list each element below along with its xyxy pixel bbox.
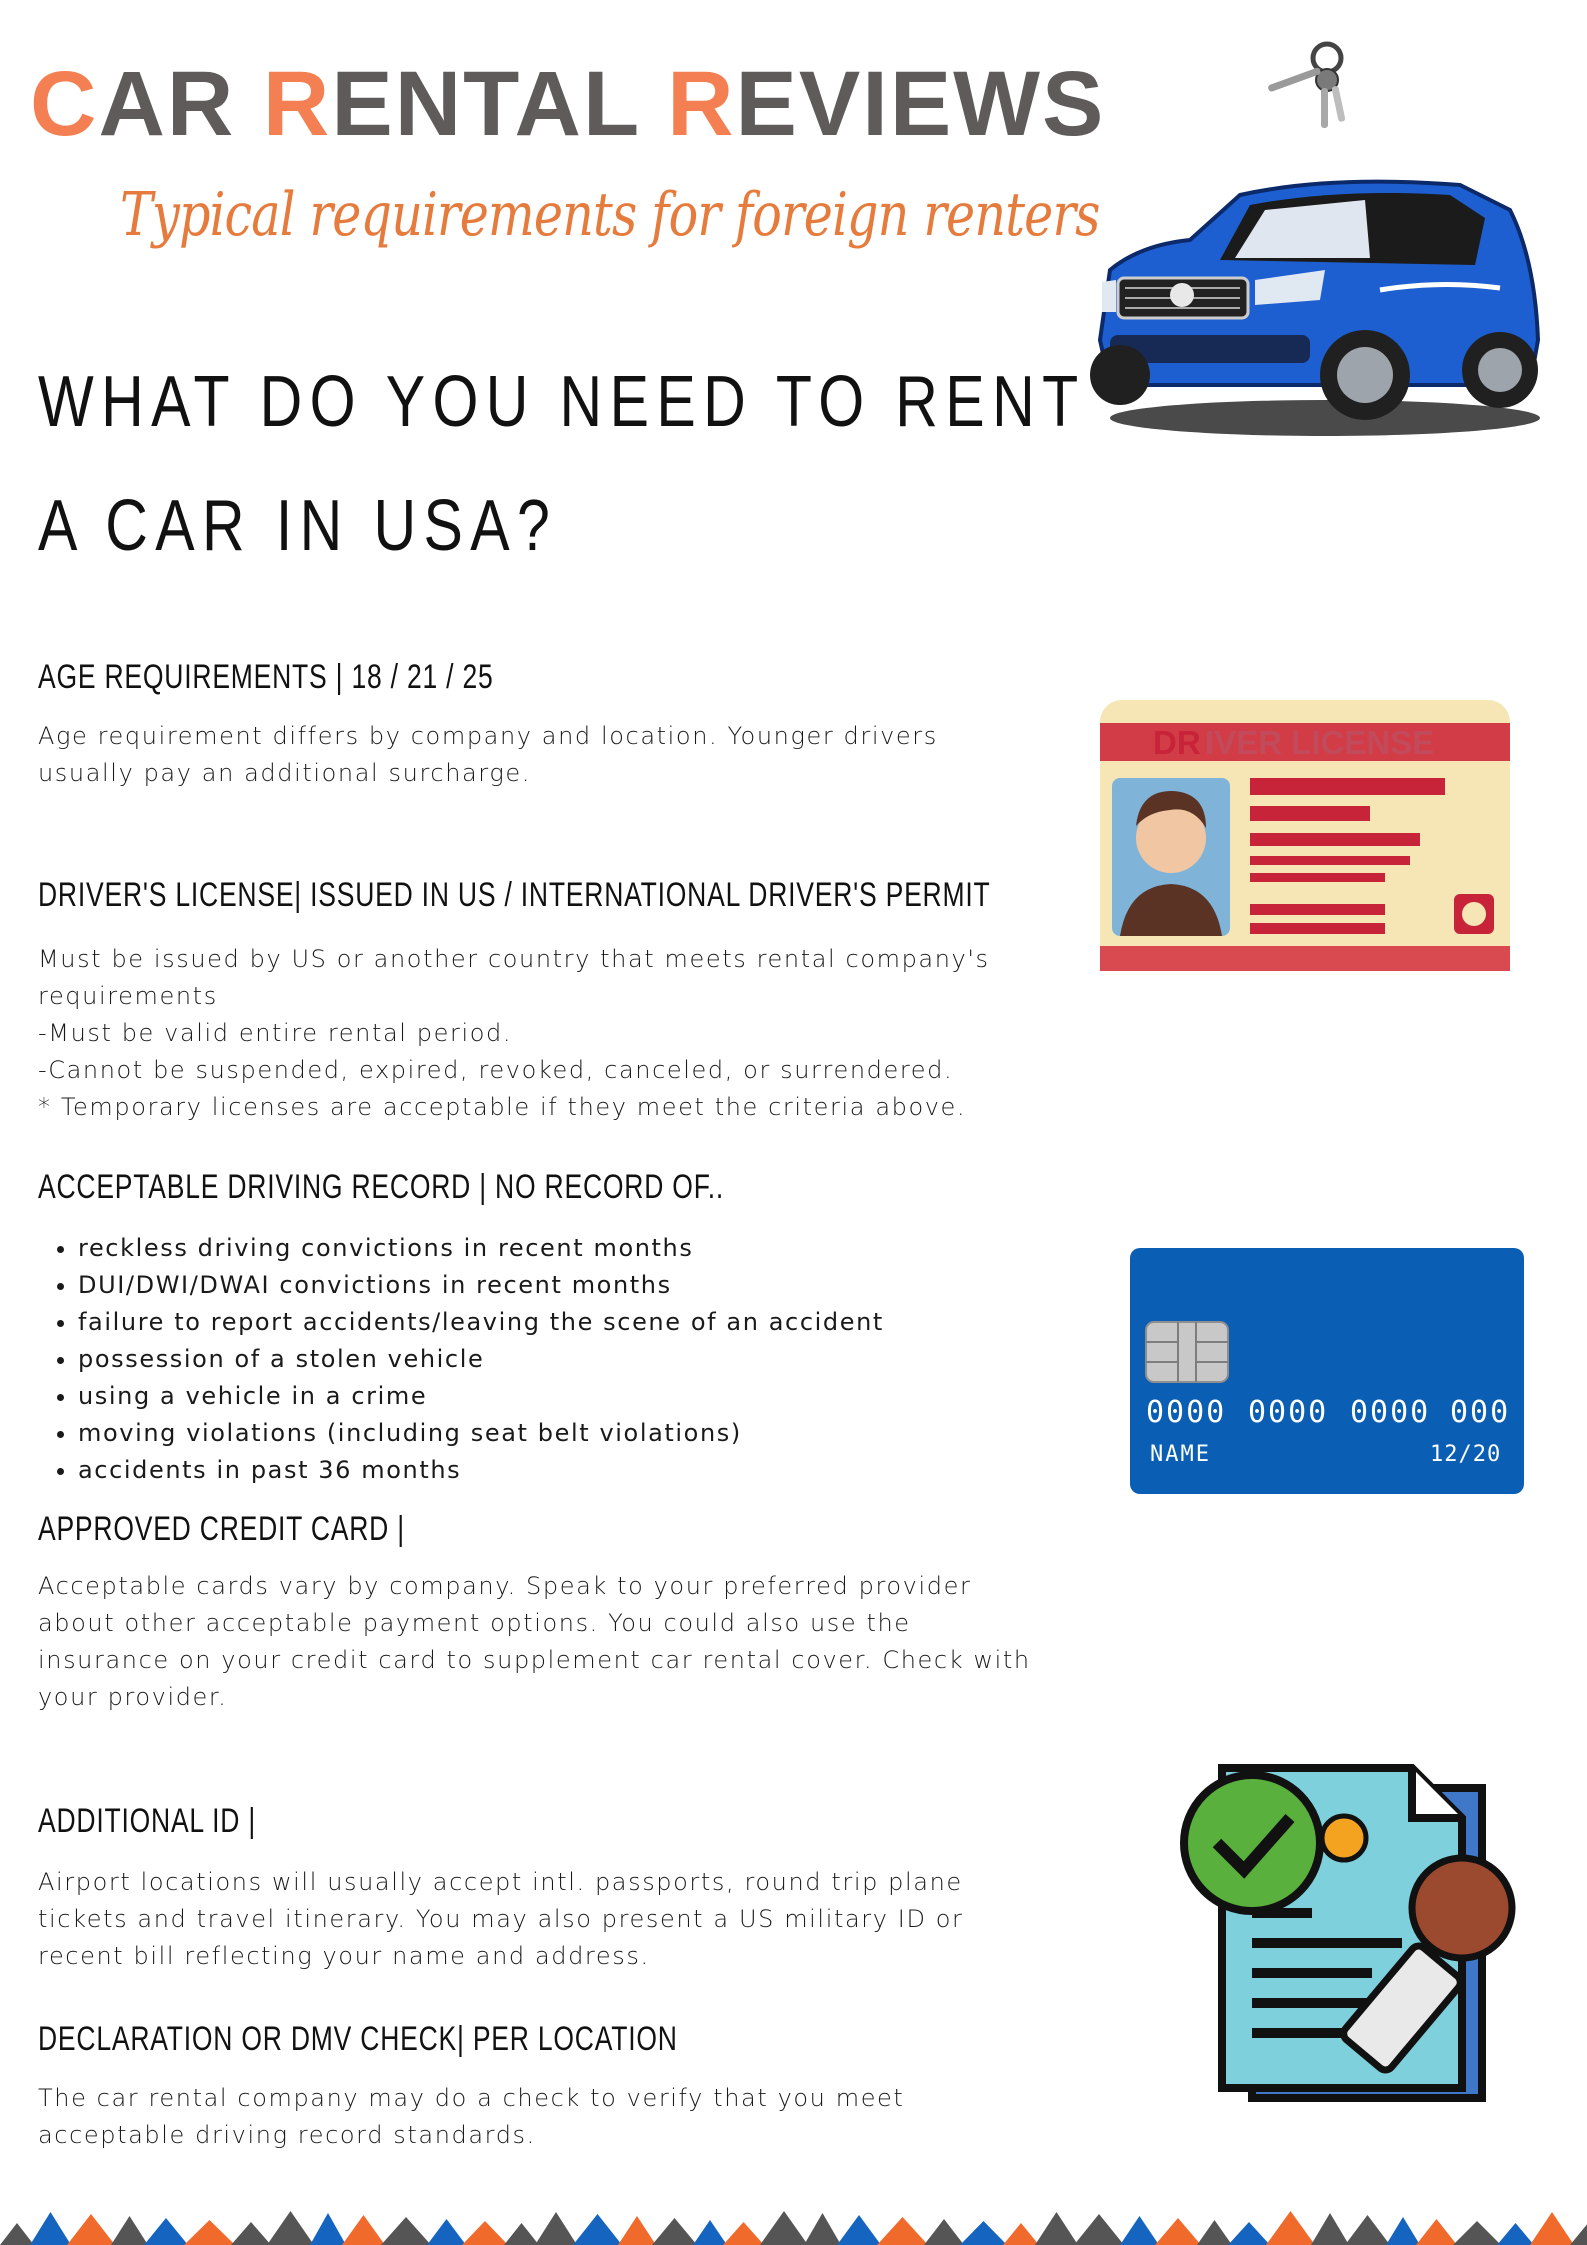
driving-record-heading: ACCEPTABLE DRIVING RECORD | NO RECORD OF.. [38,1168,725,1206]
zigzag-triangle [723,2222,764,2245]
zigzag-triangle [184,2220,235,2245]
zigzag-triangle [960,2221,1007,2245]
zigzag-triangle [111,2216,148,2245]
zigzag-triangle [1345,2215,1390,2245]
list-item: • accidents in past 36 months [78,1452,1078,1489]
keys-icon [1255,36,1365,136]
zigzag-triangle [144,2218,188,2245]
zigzag-triangle [1228,2222,1270,2245]
age-requirements-heading: AGE REQUIREMENTS | 18 / 21 / 25 [38,658,494,696]
license-title-dr: DR [1153,724,1201,761]
logo-letter: R [262,53,332,155]
page-title: WHAT DO YOU NEED TO RENT A CAR IN USA? [38,362,1085,566]
zigzag-triangle [1497,2223,1534,2245]
logo-text: AR [98,53,236,155]
list-item: • moving violations (including seat belt violations) [78,1415,1078,1452]
zigzag-triangle [310,2213,346,2245]
tagline: Typical requirements for foreign renters [120,180,1100,250]
paragraph: Age requirement differs by company and location. Younger drivers usually pay an additional surcharge. [38,722,938,787]
zigzag-triangle [462,2221,508,2245]
age-requirements-text [38,718,1038,792]
paragraph: -Must be valid entire rental period. [38,1019,513,1047]
additional-id-text [38,1864,1038,1975]
zigzag-triangle [1416,2219,1457,2245]
additional-id-heading: ADDITIONAL ID | [38,1802,257,1840]
zigzag-triangle [1453,2221,1501,2245]
zigzag-triangle [1035,2212,1078,2245]
zigzag-triangle [231,2222,271,2245]
credit-card-text [38,1568,1038,1716]
dmv-check-heading: DECLARATION OR DMV CHECK| PER LOCATION [38,2020,678,2058]
logo-letter: C [30,53,99,155]
list-item: • failure to report accidents/leaving the scene of an accident [78,1304,1078,1341]
dmv-check-text [38,2080,1018,2154]
zigzag-triangle [618,2216,656,2245]
zigzag-triangle [1197,2220,1232,2245]
zigzag-triangle [267,2211,314,2245]
driving-record-list [38,1230,1078,1489]
zigzag-triangle [1266,2211,1315,2245]
paragraph: * Temporary licenses are acceptable if they meet the criteria above. [38,1093,967,1121]
list-item: • reckless driving convictions in recent months [78,1230,1078,1267]
paragraph: Airport locations will usually accept intl. passports, round trip plane tickets and travel itinerary. You may also present a US military ID or recent bill reflecting your name and address. [38,1868,964,1970]
credit-card-heading: APPROVED CREDIT CARD | [38,1510,405,1548]
license-title: IVER LICENSE [1205,724,1435,761]
list-item: • possession of a stolen vehicle [78,1341,1078,1378]
card-number-group: 0000 [1350,1395,1431,1430]
zigzag-triangle [342,2215,385,2245]
zigzag-triangle [427,2219,466,2245]
list-item: • using a vehicle in a crime [78,1378,1078,1415]
zigzag-triangle [67,2214,115,2245]
list-item: • DUI/DWI/DWAI convictions in recent months [78,1267,1078,1304]
zigzag-triangle [1311,2213,1349,2245]
zigzag-triangle [381,2217,431,2245]
credit-card-icon [1128,1246,1526,1496]
zigzag-triangle [1530,2212,1574,2245]
paragraph: Must be issued by US or another country that meets rental company's requirements [38,945,990,1010]
zigzag-triangle [1120,2216,1159,2245]
logo-text: ENTAL [331,53,640,155]
zigzag-triangle [0,2223,34,2245]
card-number-group: 0000 [1146,1395,1227,1430]
zigzag-triangle [760,2211,808,2245]
zigzag-triangle [504,2223,539,2245]
zigzag-triangle [1155,2218,1201,2245]
drivers-license-text [38,941,1038,1126]
logo-letter: R [667,53,736,155]
zigzag-triangle [1570,2214,1587,2245]
zigzag-footer [0,2210,1587,2245]
brand-logo [30,53,1106,155]
zigzag-triangle [573,2214,622,2245]
paragraph: The car rental company may do a check to verify that you meet acceptable driving record standards. [38,2084,905,2149]
driver-license-icon [1098,698,1512,973]
zigzag-triangle [877,2217,928,2245]
zigzag-triangle [652,2218,697,2245]
card-name: NAME [1150,1442,1211,1467]
card-number-group: 000 [1450,1395,1511,1430]
zigzag-triangle [30,2212,71,2245]
zigzag-triangle [837,2215,881,2245]
zigzag-triangle [804,2213,841,2245]
car-illustration [1080,170,1550,445]
paragraph: -Cannot be suspended, expired, revoked, canceled, or surrendered. [38,1056,954,1084]
zigzag-triangle [1074,2214,1124,2245]
approved-document-icon [1172,1758,1544,2130]
zigzag-triangle [1003,2223,1039,2245]
zigzag-triangle [924,2219,964,2245]
zigzag-triangle [535,2212,577,2245]
paragraph: Acceptable cards vary by company. Speak to your preferred provider about other acceptable payment options. You could also use the insurance on your credit card to supplement car rental cover. Check with your provider. [38,1572,1031,1711]
drivers-license-heading: DRIVER'S LICENSE| ISSUED IN US / INTERNATIONAL DRIVER'S PERMIT [38,876,991,914]
zigzag-triangle [693,2220,727,2245]
zigzag-triangle [1386,2217,1420,2245]
card-expiry: 12/20 [1430,1442,1502,1467]
card-number-group: 0000 [1248,1395,1329,1430]
logo-text: EVIEWS [735,53,1106,155]
